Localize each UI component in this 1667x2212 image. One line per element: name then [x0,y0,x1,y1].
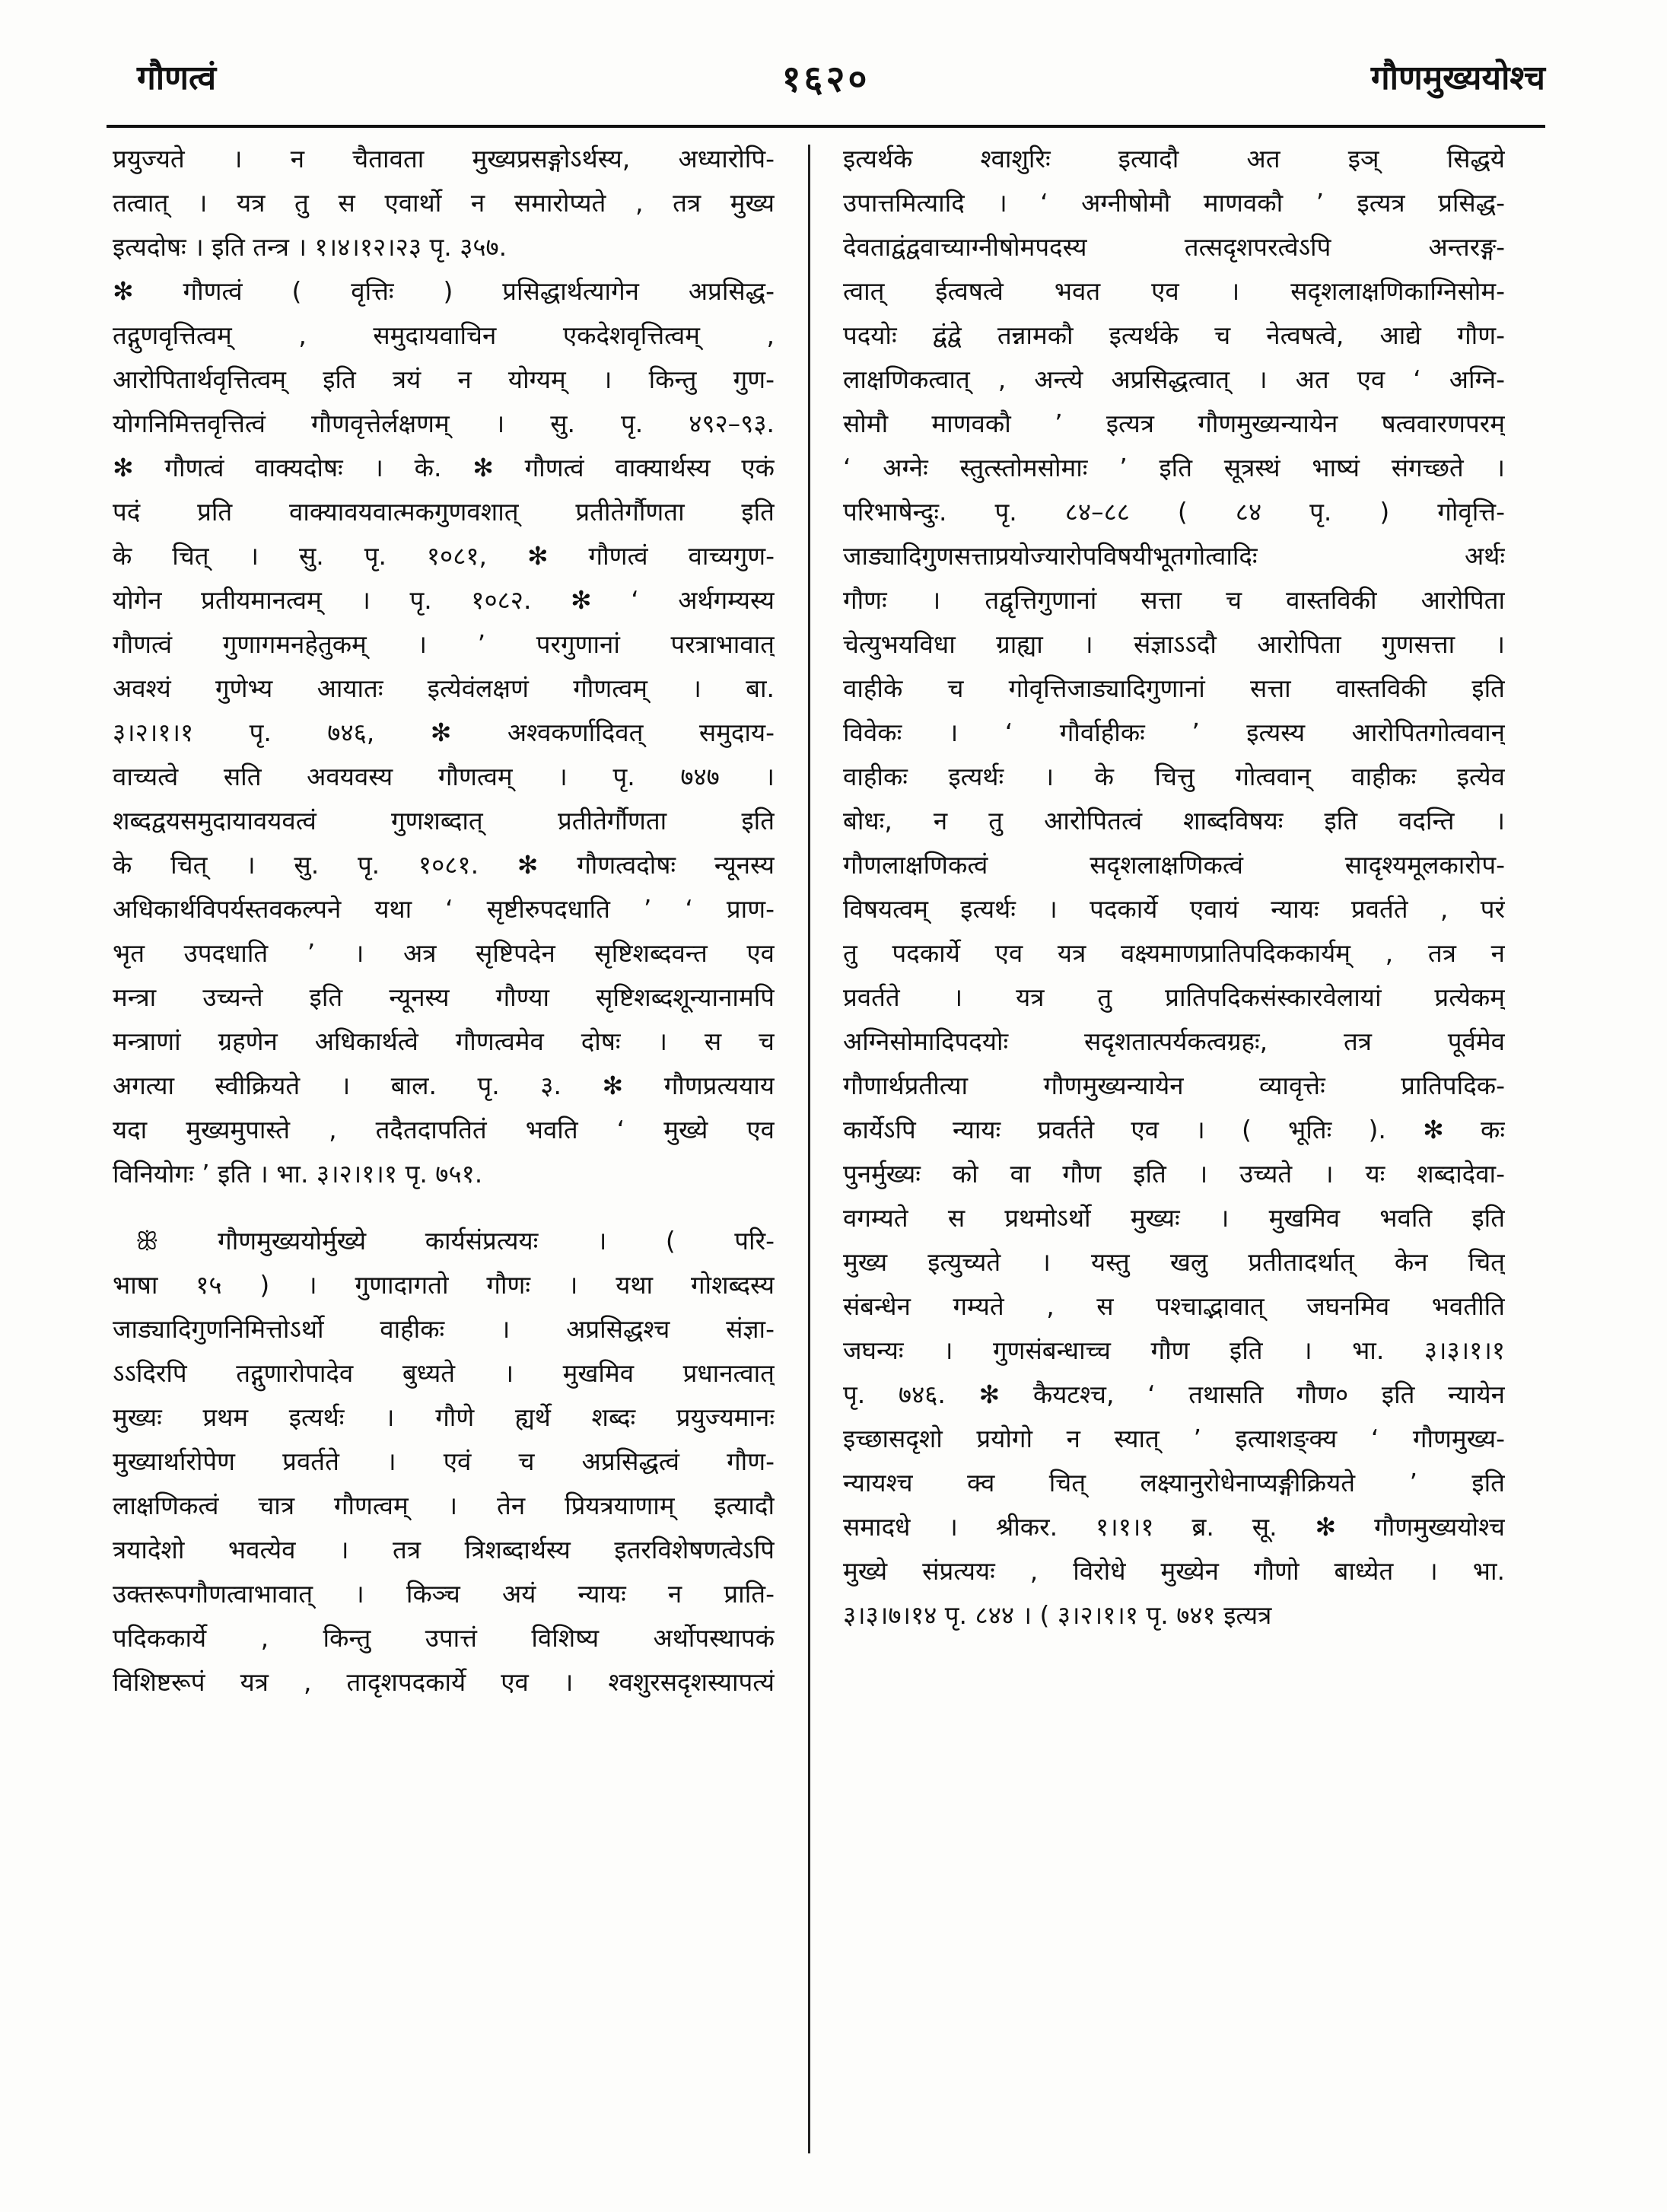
header-left-word: गौणत्वं [137,59,217,97]
text-line: भाषा १५ ) । गुणादागतो गौणः । यथा गोशब्दस्य [113,1270,775,1300]
text-line: चेत्युभयविधा ग्राह्या । संज्ञाऽऽदौ आरोपिता गुणसत्ता । [843,629,1505,659]
text-line: इत्यर्थके श्वाशुरिः इत्यादौ अत इञ् सिद्धये [843,144,1505,173]
text-line: न्यायश्च क्व चित् लक्ष्यानुरोधेनाप्यङ्गीक्रियते ’ इति [843,1468,1505,1497]
text-line: मन्त्रा उच्यन्ते इति न्यूनस्य गौण्या सृष्टिशब्दशून्यानामपि [113,982,775,1012]
text-line: तत्वात् । यत्र तु स एवार्थो न समारोप्यते , तत्र मुख्य [113,188,775,218]
text-line: तद्गुणवृत्तित्वम् , समुदायवाचिन एकदेशवृत्तित्वम् , [113,320,775,350]
text-line: लाक्षणिकत्वं चात्र गौणत्वम् । तेन प्रियत्रयाणाम् इत्यादौ [113,1491,775,1520]
text-line: परिभाषेन्दुः. पृ. ८४–८८ ( ८४ पृ. ) गोवृत्ति- [843,497,1505,527]
page-number: १६२० [781,58,870,100]
text-line: सोमौ माणवकौ ’ इत्यत्र गौणमुख्यन्यायेन षत्ववारणपरम् [843,409,1505,438]
text-line: प्रयुज्यते । न चैतावता मुख्यप्रसङ्गोऽर्थस्य, अध्यारोपि- [113,144,775,173]
text-line: योगेन प्रतीयमानत्वम् । पृ. १०८२. ✻ ‘ अर्थगम्यस्य [113,585,775,615]
text-line: इच्छासदृशो प्रयोगो न स्यात् ’ इत्याशङ्क्य ‘ गौणमुख्य- [843,1424,1505,1453]
left-column [113,137,775,1704]
text-line: वाहीकः इत्यर्थः । के चित्तु गोत्ववान् वाहीकः इत्येव [843,762,1505,791]
text-line: गौणार्थप्रतीत्या गौणमुख्यन्यायेन व्यावृत्तेः प्रातिपदिक- [843,1071,1505,1100]
text-line: जाड्यादिगुणनिमित्तोऽर्थो वाहीकः । अप्रसिद्धश्च संज्ञा- [113,1314,775,1344]
text-line: अधिकार्थविपर्यस्तवकल्पने यथा ‘ सृष्टीरुपदधाति ’ ‘ प्राण- [113,894,775,924]
text-line: जघन्यः । गुणसंबन्धाच्च गौण इति । भा. ३।३।१।१ [843,1335,1505,1365]
text-line: तु पदकार्ये एव यत्र वक्ष्यमाणप्रातिपदिककार्यम् , तत्र न [843,938,1505,968]
text-line: अवश्यं गुणेभ्य आयातः इत्येवंलक्षणं गौणत्वम् । बा. [113,673,775,703]
text-line: ३।२।१।१ पृ. ७४६, ✻ अश्वकर्णादिवत् समुदाय- [113,718,775,747]
text-line: समादधे । श्रीकर. १।१।१ ब्र. सू. ✻ गौणमुख्ययोश्च [843,1512,1505,1542]
text-line: ३।३।७।१४ पृ. ८४४ । ( ३।२।१।१ पृ. ७४१ इत्यत्र [843,1600,1272,1630]
text-line: के चित् । सु. पृ. १०८१. ✻ गौणत्वदोषः न्यूनस्य [113,850,775,880]
text-line: वगम्यते स प्रथमोऽर्थो मुख्यः । मुखमिव भवति इति [843,1203,1505,1233]
text-line: ‘ अग्नेः स्तुत्स्तोमसोमाः ’ इति सूत्रस्थं भाष्यं संगच्छते । [843,453,1505,482]
text-line: प्रवर्तते । यत्र तु प्रातिपदिकसंस्कारवेलायां प्रत्येकम् [843,982,1505,1012]
text-line: उक्तरूपगौणत्वाभावात् । किञ्च अयं न्यायः न प्राति- [113,1579,775,1609]
text-line: संबन्धेन गम्यते , स पश्चाद्भावात् जघनमिव भवतीति [843,1291,1505,1321]
text-line: त्वात् ईत्वषत्वे भवत एव । सदृशलाक्षणिकाग्निसोम- [843,276,1505,306]
text-line: मुख्य इत्युच्यते । यस्तु खलु प्रतीतादर्थात् केन चित् [843,1247,1505,1277]
text-line: इत्यदोषः । इति तन्त्र । १।४।१२।२३ पृ. ३५७. [113,232,507,262]
text-line: के चित् । सु. पृ. १०८१, ✻ गौणत्वं वाच्यगुण- [113,541,775,571]
text-line: पुनर्मुख्यः को वा गौण इति । उच्यते । यः शब्दादेवा- [843,1159,1505,1189]
text-line: यदा मुख्यमुपास्ते , तदैतदापतितं भवति ‘ मुख्ये एव [113,1115,775,1144]
text-line: ऽऽदिरपि तद्गुणारोपादेव बुध्यते । मुखमिव प्रधानत्वात् [113,1358,775,1388]
text-line: पदं प्रति वाक्यावयवात्मकगुणवशात् प्रतीतेर्गौणता इति [113,497,775,527]
text-line: पदिककार्ये , किन्तु उपात्तं विशिष्य अर्थोपस्थापकं [113,1623,775,1653]
text-line: वाहीके च गोवृत्तिजाड्यादिगुणानां सत्ता वास्तविकी इति [843,673,1505,703]
text-line: ✻ गौणत्वं ( वृत्तिः ) प्रसिद्धार्थत्यागेन अप्रसिद्ध- [113,276,775,306]
text-line: पृ. ७४६. ✻ कैयटश्च, ‘ तथासति गौण० इति न्यायेन [843,1380,1505,1409]
text-line: मन्त्राणां ग्रहणेन अधिकार्थत्वे गौणत्वमेव दोषः । स च [113,1026,775,1056]
text-line: विवेकः । ‘ गौर्वाहीकः ’ इत्यस्य आरोपितगोत्ववान् [843,718,1505,747]
text-line: उपात्तमित्यादि । ‘ अग्नीषोमौ माणवकौ ’ इत्यत्र प्रसिद्ध- [843,188,1505,218]
text-line: योगनिमित्तवृत्तित्वं गौणवृत्तेर्लक्षणम् । सु. पृ. ४९२–९३. [113,409,775,438]
text-line: लाक्षणिकत्वात् , अन्त्ये अप्रसिद्धत्वात् । अत एव ‘ अग्नि- [843,364,1505,394]
text-line: विनियोगः ’ इति । भा. ३।२।१।१ पृ. ७५१. [113,1159,483,1189]
header-rule [107,125,1545,128]
text-line: गौणः । तद्वृत्तिगुणानां सत्ता च वास्तविकी आरोपिता [843,585,1505,615]
text-line: शब्दद्वयसमुदायावयवत्वं गुणशब्दात् प्रतीतेर्गौणता इति [113,806,775,835]
running-header [107,53,1545,114]
text-line: विषयत्वम् इत्यर्थः । पदकार्ये एवायं न्यायः प्रवर्तते , परं [843,894,1505,924]
text-line: वाच्यत्वे सति अवयवस्य गौणत्वम् । पृ. ७४७ । [113,762,775,791]
text-line: पदयोः द्वंद्वे तन्नामकौ इत्यर्थके च नेत्वषत्वे, आद्ये गौण- [843,320,1505,350]
text-line: मुख्यः प्रथम इत्यर्थः । गौणे ह्यर्थे शब्दः प्रयुज्यमानः [113,1402,775,1432]
text-line: भृत उपदधाति ’ । अत्र सृष्टिपदेन सृष्टिशब्दवन्त एव [113,938,775,968]
text-line: मुख्ये संप्रत्ययः , विरोधे मुख्येन गौणो बाध्येत । भा. [843,1556,1505,1586]
text-line: कार्येऽपि न्यायः प्रवर्तते एव । ( भूतिः ). ✻ कः [843,1115,1505,1144]
text-line: मुख्यार्थारोपेण प्रवर्तते । एवं च अप्रसिद्धत्वं गौण- [113,1447,775,1476]
header-right-word: गौणमुख्ययोश्च [1370,59,1545,97]
text-line: ✻ गौणत्वं वाक्यदोषः । के. ✻ गौणत्वं वाक्यार्थस्य एकं [113,453,775,482]
column-divider [808,145,810,2153]
text-line: विशिष्टरूपं यत्र , तादृशपदकार्ये एव । श्वशुरसदृशस्यापत्यं [113,1667,775,1697]
text-line: त्रयादेशो भवत्येव । तत्र त्रिशब्दार्थस्य इतरविशेषणत्वेऽपि [113,1535,775,1564]
text-line: बोधः, न तु आरोपितत्वं शाब्दविषयः इति वदन्ति । [843,806,1505,835]
text-line: देवताद्वंद्ववाच्याग्नीषोमपदस्य तत्सदृशपरत्वेऽपि अन्तरङ्ग- [843,232,1505,262]
text-line: जाड्यादिगुणसत्ताप्रयोज्यारोपविषयीभूतगोत्वादिः अर्थः [843,541,1505,571]
text-line: गौणत्वं गुणागमनहेतुकम् । ’ परगुणानां परत्राभावात् [113,629,775,659]
text-line: अग्निसोमादिपदयोः सदृशतात्पर्यकत्वग्रहः, तत्र पूर्वमेव [843,1026,1505,1056]
right-column [843,137,1505,1638]
entry-heading-line: ꕥ गौणमुख्ययोर्मुख्ये कार्यसंप्रत्ययः । ( परि- [135,1226,775,1256]
text-line: आरोपितार्थवृत्तित्वम् इति त्रयं न योग्यम् । किन्तु गुण- [113,364,775,394]
text-line: अगत्या स्वीक्रियते । बाल. पृ. ३. ✻ गौणप्रत्ययाय [113,1071,775,1100]
text-line: गौणलाक्षणिकत्वं सदृशलाक्षणिकत्वं सादृश्यमूलकारोप- [843,850,1505,880]
